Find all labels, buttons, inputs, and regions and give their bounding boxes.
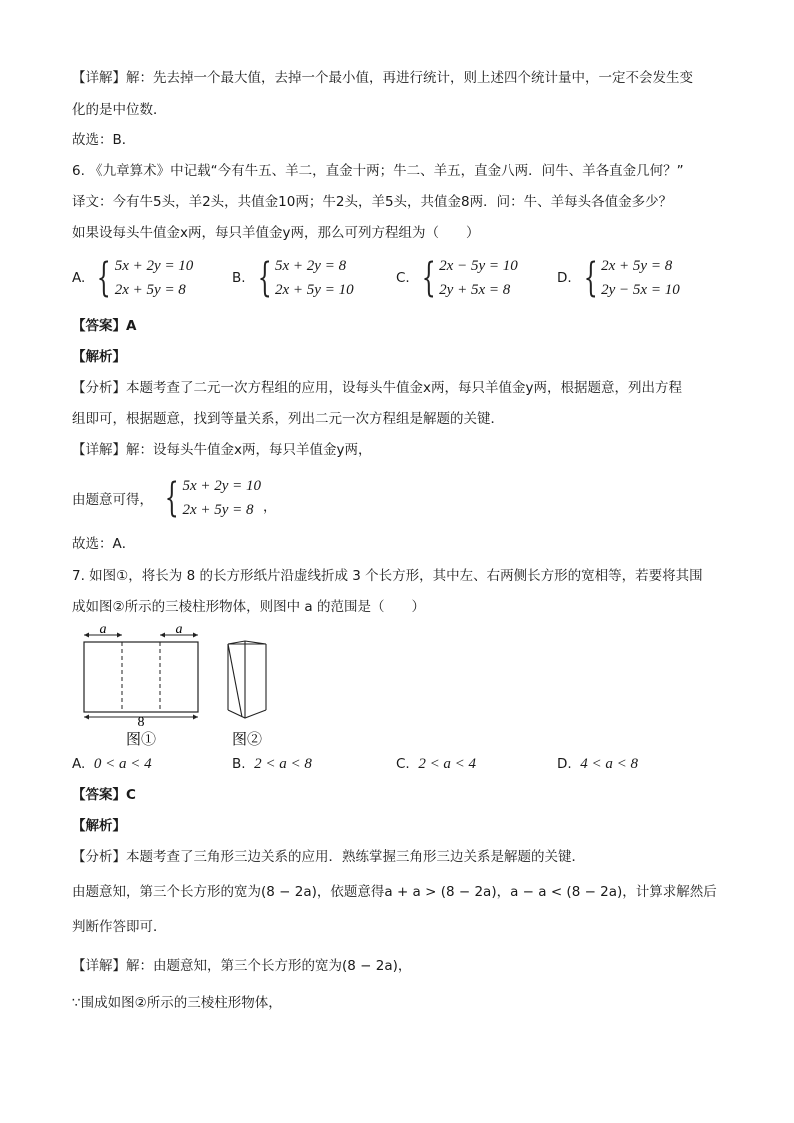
figure-1-caption: 图① [125, 732, 157, 748]
option-label: B. [232, 756, 246, 772]
q6-option-c [396, 254, 518, 302]
q7-analysis-line-2: 由题意知，第三个长方形的宽为(8 − 2a)，依题意得a + a > (8 − 2a)，a − a < (8 − 2a)，计算求解然后 [72, 884, 717, 900]
brace-icon: { [583, 255, 598, 301]
q6-detail-system [72, 474, 277, 522]
label-length: 8 [137, 715, 145, 730]
q6-analysis-head: 【解析】 [72, 349, 126, 365]
option-label: D. [557, 270, 572, 286]
q7-analysis-head: 【解析】 [72, 818, 126, 834]
option-label: B. [232, 270, 246, 286]
q7-analysis-line-3: 判断作答即可． [72, 919, 167, 935]
equation: 2x + 5y = 8 [601, 258, 673, 274]
option-label: D. [557, 756, 572, 772]
equation: 2x + 5y = 8 [114, 282, 186, 298]
equation: 2x + 5y = 10 [275, 282, 354, 298]
q7-option-b [232, 754, 312, 774]
arrow-head [160, 633, 165, 638]
option-text: 4 < a < 8 [580, 756, 639, 772]
equation: 2x + 5y = 8 [182, 502, 254, 518]
arrow-head [193, 633, 198, 638]
equation: 2y − 5x = 10 [601, 282, 680, 298]
q5-detail-line-2: 化的是中位数． [72, 102, 167, 118]
q6-answer: 【答案】A [72, 318, 137, 334]
option-text: 2 < a < 4 [418, 756, 477, 772]
q7-option-a [72, 754, 152, 774]
q6-option-d [557, 254, 680, 302]
q7-answer: 【答案】C [72, 787, 136, 803]
q5-choice: 故选：B． [72, 132, 136, 148]
q7-detail-line-2: ∵围成如图②所示的三棱柱形物体， [72, 995, 282, 1011]
q7-stem-line-2: 成如图②所示的三棱柱形物体，则图中 a 的范围是（ ） [72, 599, 425, 615]
option-label: C. [396, 756, 410, 772]
figure-1 [72, 622, 212, 752]
equation: 5x + 2y = 10 [182, 478, 262, 494]
detail-tail: ， [263, 499, 277, 515]
brace-icon: { [97, 255, 112, 301]
paper-rectangle [84, 642, 198, 712]
equation: 2y + 5x = 8 [439, 282, 511, 298]
q7-stem-line-1: 7. 如图①，将长为 8 的长方形纸片沿虚线折成 3 个长方形，其中左、右两侧长方形的宽相等，若要将其围 [72, 568, 703, 584]
arrow-head [117, 633, 122, 638]
arrow-head [84, 633, 89, 638]
q6-stem-line-2: 译文：今有牛5头，羊2头，共值金10两；牛2头，羊5头，共值金8两．问：牛、羊每头各值金多少？ [72, 194, 673, 210]
q6-option-a [72, 254, 193, 302]
prism-edge [228, 644, 242, 717]
label-a-right: a [175, 622, 183, 637]
option-label: A. [72, 270, 86, 286]
q6-option-b [232, 254, 354, 302]
brace-icon: { [164, 475, 179, 521]
prism-bottom-edge [228, 710, 266, 718]
q6-stem-line-1: 6. 《九章算术》中记载“今有牛五、羊二，直金十两；牛二、羊五，直金八两．问牛、羊各直金几何？” [72, 163, 684, 179]
q7-detail-line-1: 【详解】解：由题意知，第三个长方形的宽为(8 − 2a)， [72, 958, 412, 974]
q7-analysis-line-1: 【分析】本题考查了三角形三边关系的应用．熟练掌握三角形三边关系是解题的关键． [72, 849, 585, 865]
q6-analysis-line-1: 【分析】本题考查了二元一次方程组的应用，设每头牛值金x两，每只羊值金y两，根据题意，列出方程 [72, 380, 682, 396]
option-label: C. [396, 270, 410, 286]
q6-choice: 故选：A． [72, 536, 136, 552]
brace-icon: { [421, 255, 436, 301]
brace-icon: { [257, 255, 272, 301]
q6-analysis-line-2: 组即可，根据题意，找到等量关系，列出二元一次方程组是解题的关键． [72, 411, 504, 427]
detail-lead: 由题意可得， [72, 492, 153, 508]
figure-2-caption: 图② [231, 732, 263, 748]
equation: 2x − 5y = 10 [439, 258, 518, 274]
q6-stem-line-3: 如果设每头牛值金x两，每只羊值金y两，那么可列方程组为（ ） [72, 225, 480, 241]
option-label: A. [72, 756, 86, 772]
q5-detail-line-1: 【详解】解：先去掉一个最大值，去掉一个最小值，再进行统计，则上述四个统计量中，一定不会发生变 [72, 70, 693, 86]
equation: 5x + 2y = 10 [114, 258, 194, 274]
equation: 5x + 2y = 8 [275, 258, 347, 274]
figure-2 [220, 630, 280, 752]
arrow-head [193, 715, 198, 720]
option-text: 2 < a < 8 [254, 756, 312, 772]
option-text: 0 < a < 4 [93, 756, 152, 772]
q7-option-d [557, 754, 638, 774]
label-a-left: a [99, 622, 107, 637]
q7-option-c [396, 754, 476, 774]
q6-detail-line-1: 【详解】解：设每头牛值金x两，每只羊值金y两， [72, 442, 372, 458]
arrow-head [84, 715, 89, 720]
